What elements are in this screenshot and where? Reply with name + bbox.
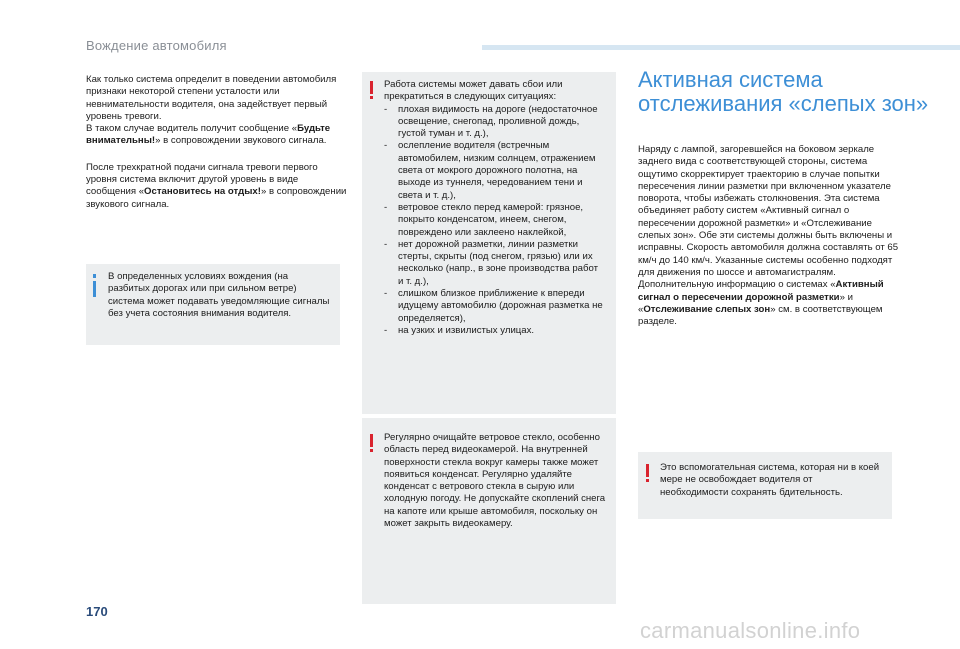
alert-message-bold: Будьте внимательны! bbox=[86, 123, 331, 147]
warning-icon bbox=[370, 434, 373, 452]
warning-icon bbox=[370, 81, 373, 99]
section-title: Активная система отслеживания «слепых зон» bbox=[638, 67, 929, 116]
warning-box-cleaning bbox=[362, 418, 616, 604]
warning-content bbox=[384, 79, 606, 337]
paragraph-text: В таком случае водитель получит сообщение « bbox=[86, 123, 298, 135]
list-item: - нет дорожной разметки, линии разметки стерты, скрыты (под снегом, грязью) или их несколько (напр., в зоне производства работ и т. д.), bbox=[384, 239, 606, 288]
list-item: - плохая видимость на дороге (недостаточное освещение, снегопад, проливной дождь, густой туман и т. д.), bbox=[384, 104, 606, 141]
list-item: - ослепление водителя (встречным автомобилем, низким солнцем, отражением света от мокрого дорожного полотна, на выходе из туннеля, чередованием тени и света и т. д.), bbox=[384, 140, 606, 201]
section-body: Наряду с лампой, загоревшейся на боковом зеркале заднего вида с соответствующей стороны, система ощутимо скорректирует траекторию в случае попытки пересечения линии разметки при включенном указателе поворота, чтобы избежать столкновения. Эта система объединяет работу систем «Активный сигнал о пересечении дорожной разметки» и «Отслеживание слепых зон». Обе эти системы должны быть включены и исправны. Скорость автомобиля должна составлять от 65 км/ч до 140 км/ч. Указанные системы особенно подходят для движения по шоссе и автомагистралям. Дополнительную информацию о системах « bbox=[638, 144, 899, 291]
warning-text: Регулярно очищайте ветровое стекло, особенно область перед видеокамерой. На внутренней поверхности стекла вокруг камеры также может появиться конденсат. Регулярно удаляйте конденсат с ветрового стекла в сырую или холодную погоду. Не допускайте скоплений снега на капоте или крыше автомобиля, поскольку он может закрыть видеокамеру. bbox=[384, 432, 606, 530]
system-name-bold: Отслеживание слепых зон bbox=[643, 303, 771, 315]
warning-box-assist bbox=[638, 452, 892, 519]
warning-icon bbox=[646, 464, 649, 482]
warning-intro: Работа системы может давать сбои или прекратиться в следующих ситуациях: bbox=[384, 79, 563, 103]
list-item: - слишком близкое приближение к впереди идущему автомобилю (дорожная разметка не определяется), bbox=[384, 288, 606, 325]
alert-message-bold: Остановитесь на отдых! bbox=[144, 186, 261, 198]
section-body: » и « bbox=[638, 291, 853, 315]
header-divider bbox=[482, 45, 960, 50]
warning-text: Это вспомогательная система, которая ни в коей мере не освобождает водителя от необходимости сохранять бдительность. bbox=[660, 462, 880, 498]
section-body: » см. в соответствующем разделе. bbox=[638, 303, 883, 328]
watermark: carmanualsonline.info bbox=[640, 618, 861, 643]
paragraph-text: Как только система определит в поведении автомобиля признаки некоторой степени усталости или невнимательности водителя, она задействует первый уровень тревоги. bbox=[86, 74, 337, 122]
system-name-bold: Активный сигнал о пересечении дорожной разметки bbox=[638, 279, 884, 303]
info-icon bbox=[93, 274, 96, 297]
chapter-title: Вождение автомобиля bbox=[86, 38, 227, 53]
info-text: В определенных условиях вождения (на разбитых дорогах или при сильном ветре) система может подавать уведомляющие сигналы без учета состояния внимания водителя. bbox=[108, 271, 330, 319]
list-item: - на узких и извилистых улицах. bbox=[384, 325, 606, 337]
info-box bbox=[86, 264, 340, 345]
paragraph-text: » в сопровождении звукового сигнала. bbox=[155, 135, 327, 147]
warning-box-limitations bbox=[362, 72, 616, 414]
paragraph-text: После трехкратной подачи сигнала тревоги первого уровня система включит другой уровень в виде сообщения « bbox=[86, 161, 318, 198]
paragraph-text: » в сопровождении звукового сигнала. bbox=[86, 186, 347, 210]
limitations-list bbox=[384, 104, 606, 338]
list-item: - ветровое стекло перед камерой: грязное, покрыто конденсатом, инеем, снегом, повреждено или заклеено наклейкой, bbox=[384, 202, 606, 239]
column-left bbox=[86, 74, 348, 225]
paragraph-second-alert bbox=[86, 162, 348, 211]
paragraph-first-alert bbox=[86, 74, 348, 148]
column-right bbox=[638, 144, 900, 328]
page-number: 170 bbox=[86, 604, 108, 619]
